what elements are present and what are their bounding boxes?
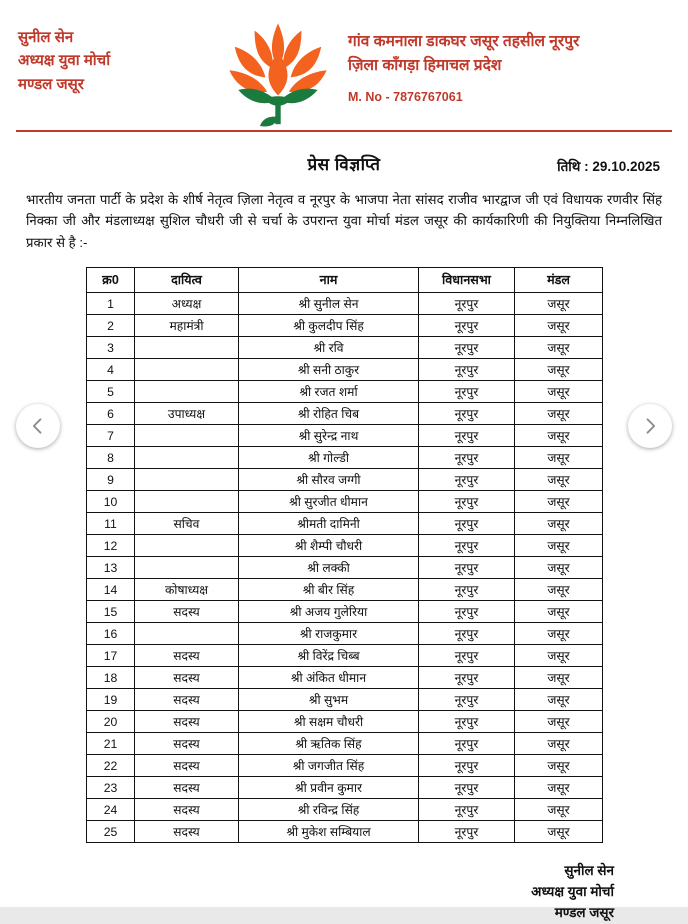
cell-mandal: जसूर — [515, 381, 603, 403]
cell-post: सदस्य — [135, 821, 239, 843]
cell-post: सदस्य — [135, 777, 239, 799]
cell-mandal: जसूर — [515, 799, 603, 821]
logo-container — [218, 14, 338, 128]
cell-sno: 21 — [87, 733, 135, 755]
signature-mandal: मण्डल जसूर — [554, 904, 614, 920]
col-header-vidhansabha: विधानसभा — [419, 268, 515, 293]
cell-name: श्री अजय गुलेरिया — [239, 601, 419, 623]
cell-mandal: जसूर — [515, 315, 603, 337]
table-row — [87, 447, 603, 469]
carousel-next-button[interactable] — [628, 404, 672, 448]
table-row — [87, 601, 603, 623]
sender-name: सुनील सेन — [18, 29, 74, 46]
sender-identity — [18, 14, 218, 96]
mobile-number: M. No - 7876767061 — [348, 90, 463, 105]
cell-name: श्री सुरेन्द्र नाथ — [239, 425, 419, 447]
cell-name: श्री कुलदीप सिंह — [239, 315, 419, 337]
cell-post: सदस्य — [135, 667, 239, 689]
table-row — [87, 623, 603, 645]
cell-vidhansabha: नूरपुर — [419, 711, 515, 733]
cell-mandal: जसूर — [515, 293, 603, 315]
cell-vidhansabha: नूरपुर — [419, 579, 515, 601]
cell-name: श्री अंकित धीमान — [239, 667, 419, 689]
table-row — [87, 645, 603, 667]
cell-name: श्री मुकेश सम्बियाल — [239, 821, 419, 843]
table-row — [87, 469, 603, 491]
signature-designation: अध्यक्ष युवा मोर्चा — [531, 884, 614, 900]
table-row — [87, 579, 603, 601]
cell-name: श्री सनी ठाकुर — [239, 359, 419, 381]
table-row — [87, 667, 603, 689]
date-label: तिथि : 29.10.2025 — [557, 159, 660, 174]
cell-name: श्री जगजीत सिंह — [239, 755, 419, 777]
carousel-prev-button[interactable] — [16, 404, 60, 448]
cell-vidhansabha: नूरपुर — [419, 447, 515, 469]
cell-name: श्री शैम्पी चौधरी — [239, 535, 419, 557]
header-divider — [16, 130, 672, 132]
cell-post — [135, 425, 239, 447]
cell-mandal: जसूर — [515, 733, 603, 755]
table-row — [87, 359, 603, 381]
cell-mandal: जसूर — [515, 513, 603, 535]
cell-sno: 1 — [87, 293, 135, 315]
appointments-table — [86, 267, 603, 843]
cell-vidhansabha: नूरपुर — [419, 601, 515, 623]
page-title: प्रेस विज्ञप्ति — [307, 155, 381, 174]
cell-vidhansabha: नूरपुर — [419, 337, 515, 359]
letterhead-header — [0, 0, 688, 128]
table-row — [87, 425, 603, 447]
table-row — [87, 491, 603, 513]
cell-post: सदस्य — [135, 689, 239, 711]
cell-post: सदस्य — [135, 711, 239, 733]
signature-block — [0, 861, 688, 924]
cell-vidhansabha: नूरपुर — [419, 359, 515, 381]
cell-name: श्री प्रवीन कुमार — [239, 777, 419, 799]
cell-mandal: जसूर — [515, 403, 603, 425]
cell-vidhansabha: नूरपुर — [419, 469, 515, 491]
cell-mandal: जसूर — [515, 821, 603, 843]
cell-post — [135, 623, 239, 645]
sender-designation: अध्यक्ष युवा मोर्चा — [18, 52, 111, 70]
cell-vidhansabha: नूरपुर — [419, 689, 515, 711]
cell-vidhansabha: नूरपुर — [419, 623, 515, 645]
cell-name: श्री सौरव जग्गी — [239, 469, 419, 491]
cell-post — [135, 557, 239, 579]
cell-sno: 12 — [87, 535, 135, 557]
table-row — [87, 293, 603, 315]
table-row — [87, 711, 603, 733]
address-line-2: ज़िला काँगड़ा हिमाचल प्रदेश — [348, 57, 502, 75]
cell-sno: 16 — [87, 623, 135, 645]
cell-mandal: जसूर — [515, 469, 603, 491]
cell-name: श्री राजकुमार — [239, 623, 419, 645]
cell-mandal: जसूर — [515, 425, 603, 447]
body-paragraph: भारतीय जनता पार्टी के प्रदेश के शीर्ष नेतृत्व ज़िला नेतृत्व व नूरपुर के भाजपा नेता सांसद राजीव भारद्वाज जी एवं विधायक रणवीर सिंह निक्का जी और मंडलाध्यक्ष सुशिल चौधरी जी से चर्चा के उपरान्त युवा मोर्चा मंडल जसूर की कार्यकारिणी की नियुक्तिया निम्नलिखित प्रकार से है :- — [26, 192, 662, 250]
cell-name: श्रीमती दामिनी — [239, 513, 419, 535]
cell-mandal: जसूर — [515, 645, 603, 667]
cell-sno: 23 — [87, 777, 135, 799]
cell-name: श्री सुरजीत धीमान — [239, 491, 419, 513]
cell-post — [135, 447, 239, 469]
cell-name: श्री सुभम — [239, 689, 419, 711]
cell-name: श्री विरेंद्र चिब्ब — [239, 645, 419, 667]
cell-vidhansabha: नूरपुर — [419, 557, 515, 579]
cell-sno: 15 — [87, 601, 135, 623]
cell-sno: 14 — [87, 579, 135, 601]
cell-sno: 7 — [87, 425, 135, 447]
cell-mandal: जसूर — [515, 579, 603, 601]
cell-vidhansabha: नूरपुर — [419, 403, 515, 425]
cell-mandal: जसूर — [515, 557, 603, 579]
table-row — [87, 513, 603, 535]
cell-vidhansabha: नूरपुर — [419, 513, 515, 535]
cell-sno: 10 — [87, 491, 135, 513]
cell-post: महामंत्री — [135, 315, 239, 337]
cell-vidhansabha: नूरपुर — [419, 799, 515, 821]
cell-vidhansabha: नूरपुर — [419, 733, 515, 755]
cell-mandal: जसूर — [515, 777, 603, 799]
cell-sno: 20 — [87, 711, 135, 733]
cell-post: सदस्य — [135, 601, 239, 623]
cell-sno: 6 — [87, 403, 135, 425]
cell-vidhansabha: नूरपुर — [419, 535, 515, 557]
cell-sno: 25 — [87, 821, 135, 843]
cell-name: श्री सक्षम चौधरी — [239, 711, 419, 733]
table-row — [87, 381, 603, 403]
cell-vidhansabha: नूरपुर — [419, 645, 515, 667]
cell-post — [135, 491, 239, 513]
cell-mandal: जसूर — [515, 623, 603, 645]
cell-sno: 24 — [87, 799, 135, 821]
appointments-table-wrapper — [86, 267, 602, 843]
cell-sno: 9 — [87, 469, 135, 491]
cell-mandal: जसूर — [515, 755, 603, 777]
cell-sno: 4 — [87, 359, 135, 381]
cell-post: सचिव — [135, 513, 239, 535]
cell-mandal: जसूर — [515, 535, 603, 557]
cell-mandal: जसूर — [515, 667, 603, 689]
cell-vidhansabha: नूरपुर — [419, 755, 515, 777]
cell-vidhansabha: नूरपुर — [419, 315, 515, 337]
cell-mandal: जसूर — [515, 447, 603, 469]
table-row — [87, 337, 603, 359]
table-row — [87, 535, 603, 557]
cell-name: श्री रजत शर्मा — [239, 381, 419, 403]
cell-mandal: जसूर — [515, 337, 603, 359]
cell-vidhansabha: नूरपुर — [419, 777, 515, 799]
chevron-left-icon — [28, 416, 48, 436]
table-header-row — [87, 268, 603, 293]
col-header-sno: क्र0 — [87, 268, 135, 293]
cell-sno: 8 — [87, 447, 135, 469]
table-row — [87, 403, 603, 425]
address-line-1: गांव कमनाला डाकघर जसूर तहसील नूरपुर — [348, 33, 580, 50]
table-row — [87, 733, 603, 755]
cell-mandal: जसूर — [515, 601, 603, 623]
cell-name: श्री बीर सिंह — [239, 579, 419, 601]
cell-name: श्री रवि — [239, 337, 419, 359]
cell-sno: 3 — [87, 337, 135, 359]
cell-post — [135, 535, 239, 557]
bjp-lotus-logo-icon — [224, 16, 332, 128]
col-header-mandal: मंडल — [515, 268, 603, 293]
cell-post: अध्यक्ष — [135, 293, 239, 315]
cell-name: श्री गोल्डी — [239, 447, 419, 469]
cell-sno: 5 — [87, 381, 135, 403]
cell-post: सदस्य — [135, 733, 239, 755]
cell-post: सदस्य — [135, 755, 239, 777]
table-row — [87, 557, 603, 579]
cell-sno: 18 — [87, 667, 135, 689]
cell-vidhansabha: नूरपुर — [419, 381, 515, 403]
cell-sno: 19 — [87, 689, 135, 711]
appointments-table-body — [87, 293, 603, 843]
table-row — [87, 689, 603, 711]
cell-post — [135, 337, 239, 359]
cell-vidhansabha: नूरपुर — [419, 293, 515, 315]
sender-address — [338, 14, 670, 107]
cell-name: श्री लक्की — [239, 557, 419, 579]
cell-sno: 11 — [87, 513, 135, 535]
cell-post — [135, 381, 239, 403]
cell-mandal: जसूर — [515, 689, 603, 711]
chevron-right-icon — [640, 416, 660, 436]
cell-name: श्री ऋतिक सिंह — [239, 733, 419, 755]
cell-mandal: जसूर — [515, 711, 603, 733]
cell-vidhansabha: नूरपुर — [419, 491, 515, 513]
cell-vidhansabha: नूरपुर — [419, 425, 515, 447]
cell-post — [135, 469, 239, 491]
cell-sno: 17 — [87, 645, 135, 667]
cell-mandal: जसूर — [515, 491, 603, 513]
cell-post: सदस्य — [135, 799, 239, 821]
cell-post: कोषाध्यक्ष — [135, 579, 239, 601]
cell-post: उपाध्यक्ष — [135, 403, 239, 425]
cell-name: श्री रोहित चिब — [239, 403, 419, 425]
cell-mandal: जसूर — [515, 359, 603, 381]
table-row — [87, 799, 603, 821]
cell-sno: 13 — [87, 557, 135, 579]
signature-name: सुनील सेन — [564, 863, 614, 879]
cell-vidhansabha: नूरपुर — [419, 667, 515, 689]
cell-sno: 22 — [87, 755, 135, 777]
table-row — [87, 777, 603, 799]
cell-name: श्री रविन्द्र सिंह — [239, 799, 419, 821]
cell-name: श्री सुनील सेन — [239, 293, 419, 315]
table-row — [87, 755, 603, 777]
title-row — [0, 152, 688, 175]
table-row — [87, 315, 603, 337]
cell-post — [135, 359, 239, 381]
col-header-name: नाम — [239, 268, 419, 293]
col-header-post: दायित्व — [135, 268, 239, 293]
sender-mandal: मण्डल जसूर — [18, 75, 84, 93]
table-row — [87, 821, 603, 843]
cell-vidhansabha: नूरपुर — [419, 821, 515, 843]
cell-sno: 2 — [87, 315, 135, 337]
cell-post: सदस्य — [135, 645, 239, 667]
